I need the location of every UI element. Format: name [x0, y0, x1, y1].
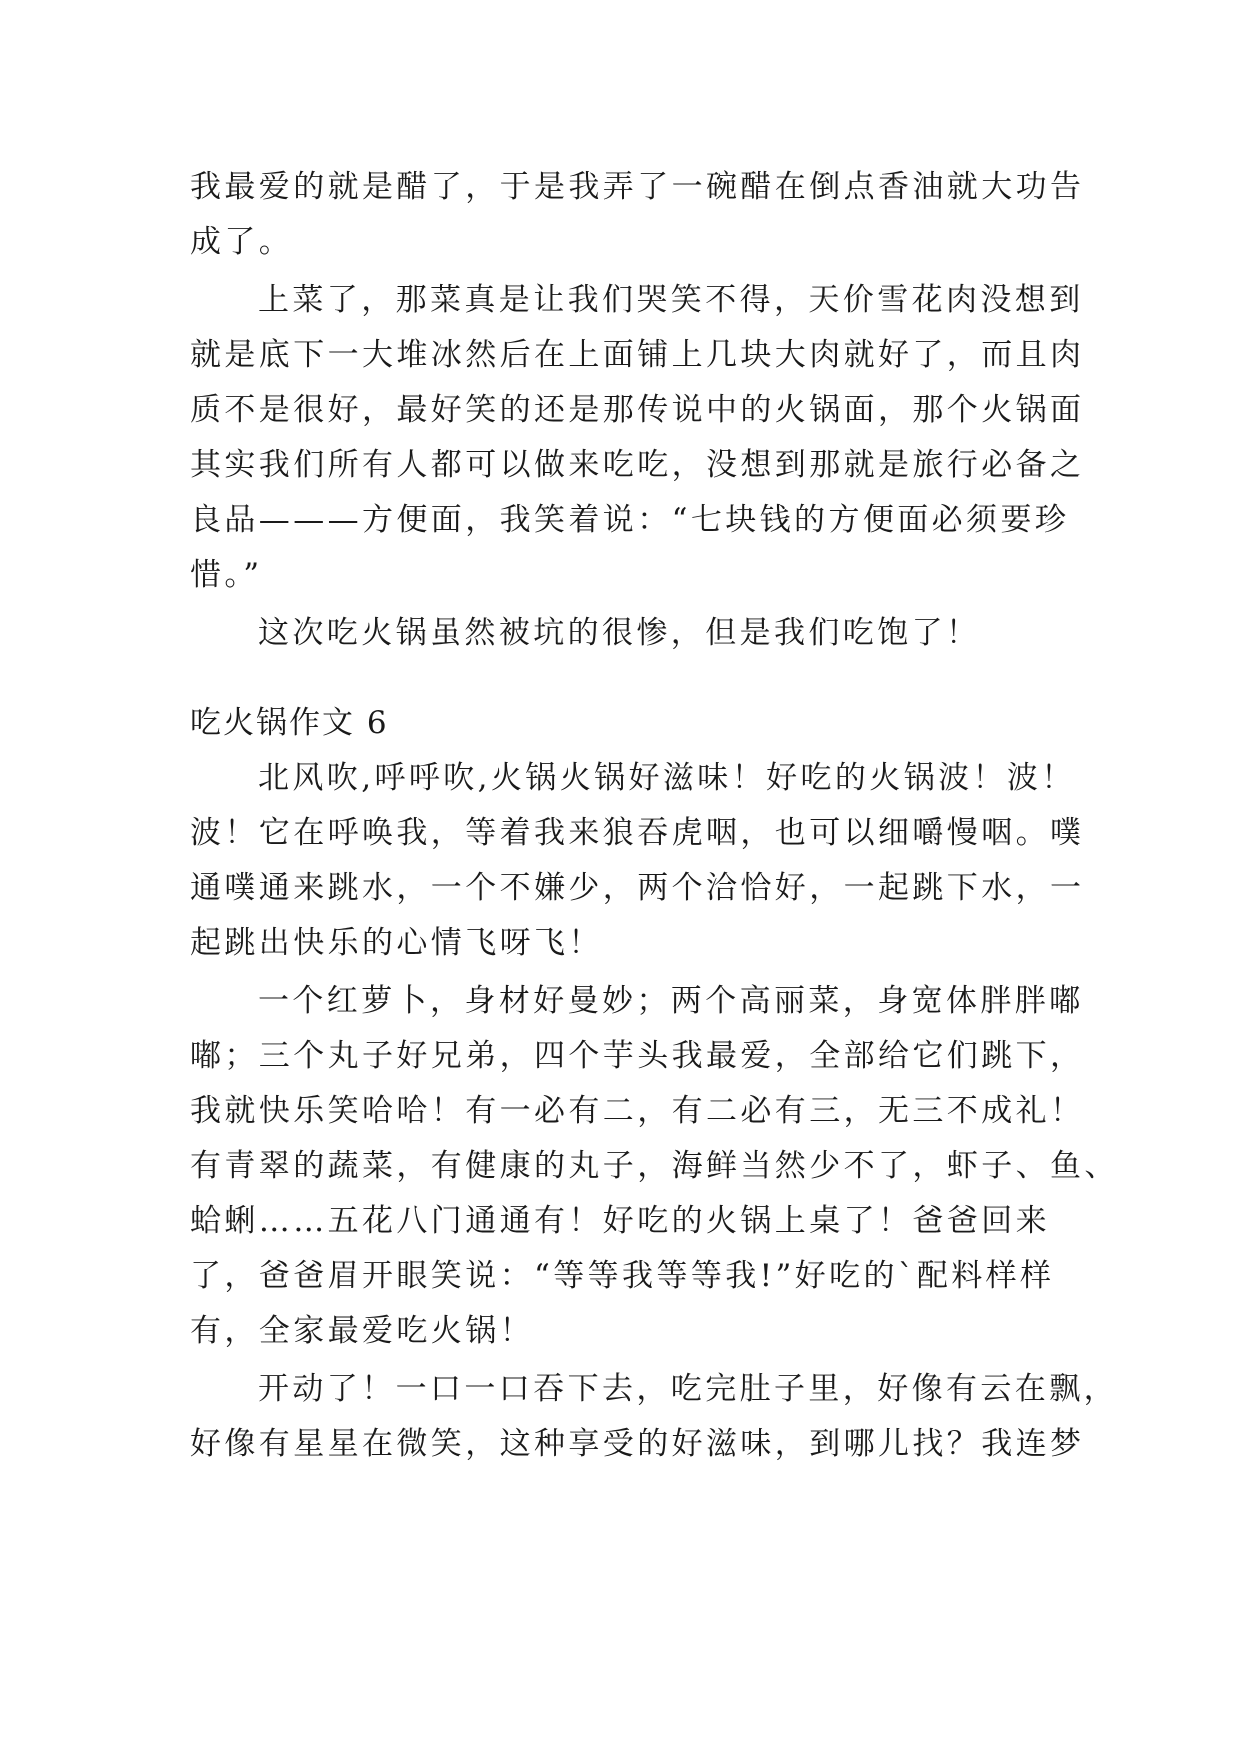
- paragraph-north-wind: [190, 751, 1085, 971]
- section-title: 吃火锅作文 6: [190, 705, 389, 741]
- text-line: 其实我们所有人都可以做来吃吃，没想到那就是旅行必备之: [190, 447, 1085, 483]
- text-line: 上菜了，那菜真是让我们哭笑不得，天价雪花肉没想到: [258, 282, 1084, 318]
- text-line: 波！它在呼唤我，等着我来狼吞虎咽，也可以细嚼慢咽。噗: [190, 815, 1085, 851]
- text-line: 一个红萝卜，身材好曼妙；两个高丽菜，身宽体胖胖嘟: [258, 983, 1084, 1019]
- text-line: 我最爱的就是醋了，于是我弄了一碗醋在倒点香油就大功告: [190, 169, 1085, 205]
- paragraph-dishes: [190, 273, 1085, 603]
- text-line: 通噗通来跳水，一个不嫌少，两个洽恰好，一起跳下水，一: [190, 870, 1085, 906]
- paragraph-eating: [190, 1362, 1118, 1472]
- text-line: 开动了！一口一口吞下去，吃完肚子里，好像有云在飘，: [258, 1371, 1118, 1407]
- document-body: [190, 160, 1119, 1472]
- text-line: 嘟；三个丸子好兄弟，四个芋头我最爱，全部给它们跳下，: [190, 1038, 1085, 1074]
- text-line: 这次吃火锅虽然被坑的很惨，但是我们吃饱了！: [258, 615, 981, 651]
- text-line: 好像有星星在微笑，这种享受的好滋味，到哪儿找？我连梦: [190, 1426, 1085, 1462]
- text-line: 良品———方便面，我笑着说：“七块钱的方便面必须要珍: [190, 502, 1070, 538]
- text-line: 成了。: [190, 224, 294, 260]
- paragraph-vinegar: [190, 160, 1085, 270]
- text-line: 我就快乐笑哈哈！有一必有二，有二必有三，无三不成礼！: [190, 1093, 1085, 1129]
- text-line: 有青翠的蔬菜，有健康的丸子，海鲜当然少不了，虾子、鱼、: [190, 1148, 1119, 1184]
- text-line: 起跳出快乐的心情飞呀飞！: [190, 925, 603, 961]
- paragraph-ingredients: [190, 974, 1119, 1359]
- text-line: 蛤蜊……五花八门通通有！好吃的火锅上桌了！爸爸回来: [190, 1203, 1050, 1239]
- text-line: 就是底下一大堆冰然后在上面铺上几块大肉就好了，而且肉: [190, 337, 1085, 373]
- text-line: 有，全家最爱吃火锅！: [190, 1313, 534, 1349]
- paragraph-conclusion: [190, 606, 1055, 661]
- text-line: 惜。”: [190, 557, 263, 593]
- text-line: 质不是很好，最好笑的还是那传说中的火锅面，那个火锅面: [190, 392, 1085, 428]
- text-line: 北风吹,呼呼吹,火锅火锅好滋味！好吃的火锅波！波！: [258, 760, 1076, 796]
- text-line: 了，爸爸眉开眼笑说：“等等我等等我!”好吃的`配料样样: [190, 1258, 1055, 1294]
